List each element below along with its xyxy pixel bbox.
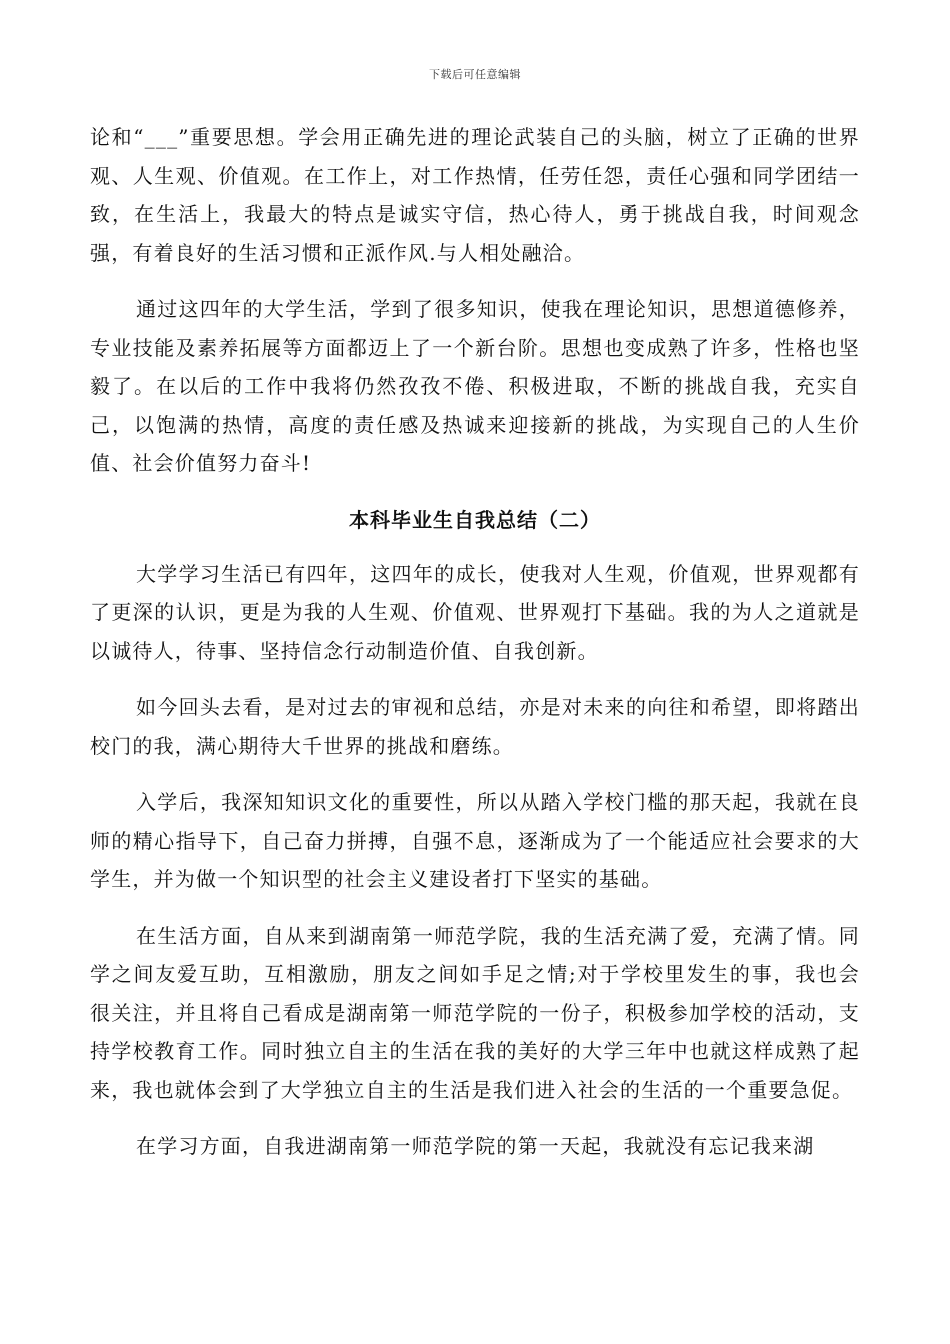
paragraph: 通过这四年的大学生活，学到了很多知识，使我在理论知识，思想道德修养，专业技能及素养拓展等方面都迈上了一个新台阶。思想也变成熟了许多，性格也坚毅了。在以后的工作中我将仍然孜孜不倦、积极进取，不断的挑战自我，充实自己，以饱满的热情，高度的责任感及热诚来迎接新的挑战，为实现自己的人生价值、社会价值努力奋斗! (90, 297, 860, 475)
paragraph-continued: 论和“___”重要思想。学会用正确先进的理论武装自己的头脑，树立了正确的世界观、人生观、价值观。在工作上，对工作热情，任劳任怨，责任心强和同学团结一致，在生活上，我最大的特点是诚实守信，热心待人，勇于挑战自我，时间观念强，有着良好的生活习惯和正派作风.与人相处融洽。 (90, 125, 860, 265)
header-note: 下载后可任意编辑 (429, 68, 521, 81)
paragraph: 如今回头去看，是对过去的审视和总结，亦是对未来的向往和希望，即将踏出校门的我，满心期待大千世界的挑战和磨练。 (90, 695, 860, 758)
document-body (90, 118, 860, 1184)
paragraph: 入学后，我深知知识文化的重要性，所以从踏入学校门槛的那天起，我就在良师的精心指导下，自己奋力拼搏，自强不息，逐渐成为了一个能适应社会要求的大学生，并为做一个知识型的社会主义建设者打下坚实的基础。 (90, 790, 860, 891)
paragraph: 大学学习生活已有四年，这四年的成长，使我对人生观，价值观，世界观都有了更深的认识，更是为我的人生观、价值观、世界观打下基础。我的为人之道就是以诚待人，待事、坚持信念行动制造价值、自我创新。 (90, 561, 860, 663)
paragraph-truncated: 在学习方面，自我进湖南第一师范学院的第一天起，我就没有忘记我来湖 (136, 1134, 815, 1158)
paragraph: 在生活方面，自从来到湖南第一师范学院，我的生活充满了爱，充满了情。同学之间友爱互助，互相激励，朋友之间如手足之情;对于学校里发生的事，我也会很关注，并且将自己看成是湖南第一师范学院的一份子，积极参加学校的活动，支持学校教育工作。同时独立自主的生活在我的美好的大学三年中也就这样成熟了起来，我也就体会到了大学独立自主的生活是我们进入社会的生活的一个重要急促。 (90, 923, 860, 1102)
section-title: 本科毕业生自我总结（二） (349, 507, 601, 532)
